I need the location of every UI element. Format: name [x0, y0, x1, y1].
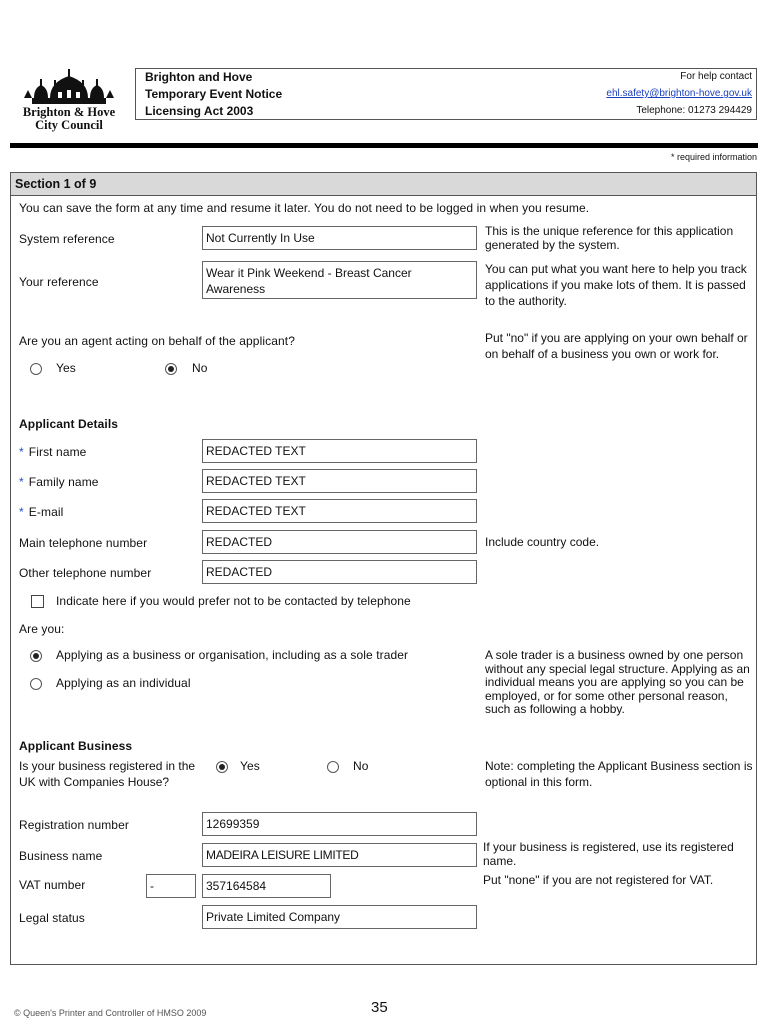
required-info-note: * required information — [670, 152, 757, 162]
companies-house-yes-label: Yes — [240, 759, 260, 773]
business-optional-note: Note: completing the Applicant Business section is optional in this form. — [485, 759, 753, 789]
no-phone-contact-label: Indicate here if you would prefer not to be contacted by telephone — [56, 594, 411, 608]
other-phone-field[interactable]: REDACTED — [202, 560, 477, 584]
main-phone-label: Main telephone number — [19, 536, 148, 550]
vat-help: Put "none" if you are not registered for VAT. — [483, 873, 714, 887]
form-section-panel — [10, 172, 757, 965]
header-title-line1: Brighton and Hove — [145, 70, 253, 84]
first-name-label — [19, 445, 86, 459]
header-box — [135, 68, 757, 120]
your-reference-field[interactable]: Wear it Pink Weekend - Breast Cancer Awareness — [202, 261, 477, 299]
page-number: 35 — [371, 999, 388, 1016]
main-phone-field[interactable]: REDACTED — [202, 530, 477, 554]
help-contact-label: For help contact — [680, 71, 752, 82]
section-title: Section 1 of 9 — [11, 173, 756, 196]
your-reference-help: You can put what you want here to help you track applications if you make lots of them. It is passed to the authority. — [485, 262, 747, 308]
companies-house-yes-radio[interactable] — [216, 761, 228, 773]
vat-number-field[interactable]: 357164584 — [202, 874, 331, 898]
agent-no-radio[interactable] — [165, 363, 177, 375]
your-reference-label: Your reference — [19, 275, 99, 289]
vat-number-label: VAT number — [19, 878, 86, 892]
system-reference-help: This is the unique reference for this application generated by the system. — [485, 224, 734, 252]
registration-number-field[interactable]: 12699359 — [202, 812, 477, 836]
footer-copyright: © Queen's Printer and Controller of HMSO 2009 — [14, 1008, 207, 1018]
logo-text-line1: Brighton & Hove — [22, 105, 116, 119]
logo-text — [14, 106, 124, 132]
first-name-label-text: First name — [28, 445, 87, 459]
applicant-details-heading: Applicant Details — [19, 417, 119, 431]
agent-yes-radio[interactable] — [30, 363, 42, 375]
agent-no-label: No — [192, 361, 208, 375]
business-name-help: If your business is registered, use its registered name. — [483, 840, 734, 868]
are-you-label: Are you: — [19, 622, 65, 636]
email-label — [19, 505, 63, 519]
companies-house-question: Is your business registered in the UK with Companies House? — [19, 759, 196, 789]
applying-as-business-radio[interactable] — [30, 650, 42, 662]
required-marker: * — [19, 475, 24, 489]
header-title-line3: Licensing Act 2003 — [145, 104, 254, 118]
applicant-business-heading: Applicant Business — [19, 739, 133, 753]
companies-house-no-radio[interactable] — [327, 761, 339, 773]
business-name-field[interactable]: MADEIRA LEISURE LIMITED — [202, 843, 477, 867]
system-reference-label: System reference — [19, 232, 115, 246]
applying-as-individual-radio[interactable] — [30, 678, 42, 690]
email-label-text: E-mail — [28, 505, 64, 519]
other-phone-label: Other telephone number — [19, 566, 152, 580]
pavilion-icon — [14, 68, 124, 108]
system-reference-field[interactable]: Not Currently In Use — [202, 226, 477, 250]
companies-house-no-label: No — [353, 759, 369, 773]
agent-question: Are you an agent acting on behalf of the applicant? — [19, 334, 295, 348]
business-name-label: Business name — [19, 849, 103, 863]
section-intro: You can save the form at any time and resume it later. You do not need to be logged in when you resume. — [19, 201, 590, 215]
legal-status-label: Legal status — [19, 911, 85, 925]
vat-prefix-field[interactable]: - — [146, 874, 196, 898]
family-name-label-text: Family name — [28, 475, 99, 489]
family-name-field[interactable]: REDACTED TEXT — [202, 469, 477, 493]
main-phone-help: Include country code. — [485, 535, 600, 549]
logo-text-line2: City Council — [35, 118, 103, 132]
are-you-help: A sole trader is a business owned by one person without any special legal structure. Applying as an individual means you are applying so you can be employed, or for some other personal reason, such as following a hobby. — [485, 648, 750, 716]
required-marker: * — [19, 445, 24, 459]
header-title-line2: Temporary Event Notice — [145, 87, 283, 101]
agent-help: Put "no" if you are applying on your own behalf or on behalf of a business you own or work for. — [485, 331, 748, 361]
legal-status-field[interactable]: Private Limited Company — [202, 905, 477, 929]
registration-number-label: Registration number — [19, 818, 129, 832]
family-name-label — [19, 475, 99, 489]
help-email-link[interactable]: ehl.safety@brighton-hove.gov.uk — [606, 88, 752, 99]
applying-as-individual-label: Applying as an individual — [56, 676, 191, 690]
required-marker: * — [19, 505, 24, 519]
email-field[interactable]: REDACTED TEXT — [202, 499, 477, 523]
agent-yes-label: Yes — [56, 361, 76, 375]
no-phone-contact-checkbox[interactable] — [31, 595, 44, 608]
applying-as-business-label: Applying as a business or organisation, including as a sole trader — [56, 648, 409, 662]
header-divider — [10, 143, 758, 148]
help-phone: Telephone: 01273 294429 — [636, 105, 752, 116]
council-logo — [14, 68, 124, 136]
first-name-field[interactable]: REDACTED TEXT — [202, 439, 477, 463]
